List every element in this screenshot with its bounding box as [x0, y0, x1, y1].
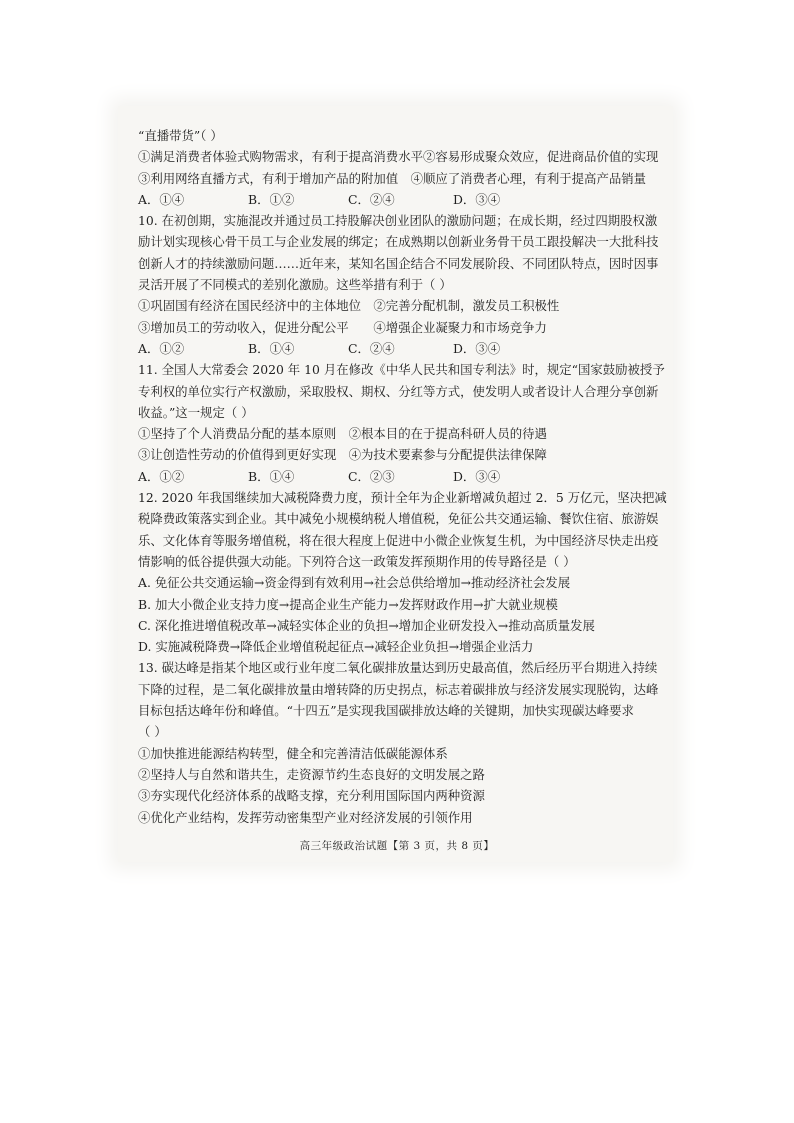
- question-12-choice-d: D. 实施减税降费→降低企业增值税起征点→减轻企业负担→增强企业活力: [138, 639, 534, 655]
- option-d: D．③④: [453, 340, 501, 356]
- option-a: A．①④: [138, 191, 185, 207]
- question-13-statement-3: ③夯实现代化经济体系的战略支撑，充分利用国际国内两种资源: [138, 788, 485, 804]
- question-11: [138, 360, 666, 488]
- option-c: C．②④: [348, 191, 395, 207]
- question-11-line-3: 收益。”这一规定（ ）: [138, 404, 254, 420]
- question-13-line-4: （ ）: [138, 724, 167, 740]
- question-9-tail: [138, 126, 666, 211]
- question-9-options: [138, 190, 666, 211]
- question-10-line-4: 灵活开展了不同模式的差别化激励。这些举措有利于（ ）: [138, 277, 452, 293]
- question-11-options: [138, 467, 666, 488]
- question-13-line-1: 13. 碳达峰是指某个地区或行业年度二氧化碳排放量达到历史最高值，然后经历平台期进入持续: [138, 660, 658, 676]
- question-13-statement-1: ①加快推进能源结构转型，健全和完善清洁低碳能源体系: [138, 745, 448, 761]
- question-13: [138, 658, 666, 828]
- question-10-statement-3-4: ③增加员工的劳动收入，促进分配公平 ④增强企业凝聚力和市场竞争力: [138, 319, 547, 335]
- question-13-statement-2: ②坚持人与自然和谐共生，走资源节约生态良好的文明发展之路: [138, 766, 485, 782]
- question-10: [138, 211, 666, 360]
- question-10-line-2: 励计划实现核心骨干员工与企业发展的绑定；在成熟期以创新业务骨干员工跟投解决一大批科技: [138, 234, 659, 250]
- option-d: D．③④: [453, 191, 501, 207]
- question-12-line-4: 情影响的低谷提供强大动能。下列符合这一政策发挥预期作用的传导路径是（ ）: [138, 553, 576, 569]
- question-9-statement-3-4: ③利用网络直播方式，有利于增加产品的附加值 ④顺应了消费者心理，有利于提高产品销量: [138, 170, 647, 186]
- question-12-choice-a: A. 免征公共交通运输→资金得到有效利用→社会总供给增加→推动经济社会发展: [138, 575, 571, 591]
- option-c: C．②④: [348, 340, 395, 356]
- question-11-line-1: 11. 全国人大常委会 2020 年 10 月在修改《中华人民共和国专利法》时，规定“国家鼓励被授予: [138, 362, 665, 378]
- question-11-line-2: 专利权的单位实行产权激励，采取股权、期权、分红等方式，使发明人或者设计人合理分享创新: [138, 383, 659, 399]
- option-b: B．①④: [248, 340, 295, 356]
- option-d: D．③④: [453, 468, 501, 484]
- question-10-line-3: 创新人才的持续激励问题……近年来，某知名国企结合不同发展阶段、不同团队特点，因时因事: [138, 255, 659, 271]
- question-12-choice-b: B. 加大小微企业支持力度→提高企业生产能力→发挥财政作用→扩大就业规模: [138, 596, 558, 612]
- question-11-statement-3-4: ③让创造性劳动的价值得到更好实现 ④为技术要素参与分配提供法律保障: [138, 447, 547, 463]
- question-9-statement-1-2: ①满足消费者体验式购物需求，有利于提高消费水平②容易形成聚众效应，促进商品价值的实现: [138, 149, 659, 165]
- question-13-line-3: 目标包括达峰年份和峰值。“十四五”是实现我国碳排放达峰的关键期，加快实现碳达峰要求: [138, 703, 634, 719]
- page-footer: 高三年级政治试题【第 3 页，共 8 页】: [299, 840, 495, 852]
- question-12: [138, 488, 666, 658]
- question-10-line-1: 10. 在初创期，实施混改并通过员工持股解决创业团队的激励问题；在成长期，经过四期股权激: [138, 213, 658, 229]
- question-12-line-3: 乐、文化体育等服务增值税，将在很大程度上促进中小微企业恢复生机，为中国经济尽快走出疫: [138, 532, 659, 548]
- question-13-line-2: 下降的过程，是二氧化碳排放量由增转降的历史拐点，标志着碳排放与经济发展实现脱钩，达峰: [138, 681, 659, 697]
- question-13-statement-4: ④优化产业结构，发挥劳动密集型产业对经济发展的引领作用: [138, 809, 473, 825]
- option-a: A．①②: [138, 340, 185, 356]
- question-10-options: [138, 339, 666, 360]
- option-b: B．①④: [248, 468, 295, 484]
- exam-content: [138, 126, 666, 829]
- option-b: B．①②: [248, 191, 295, 207]
- option-c: C．②③: [348, 468, 395, 484]
- question-12-choice-c: C. 深化推进增值税改革→减轻实体企业的负担→增加企业研发投入→推动高质量发展: [138, 617, 595, 633]
- question-10-statement-1-2: ①巩固国有经济在国民经济中的主体地位 ②完善分配机制，激发员工积极性: [138, 298, 560, 314]
- question-9-stem-end: “直播带货”（ ）: [138, 128, 223, 143]
- question-12-line-1: 12. 2020 年我国继续加大减税降费力度，预计全年为企业新增减负超过 2．5 万亿元，坚决把减: [138, 490, 667, 506]
- option-a: A．①②: [138, 468, 185, 484]
- question-12-line-2: 税降费政策落实到企业。其中减免小规模纳税人增值税，免征公共交通运输、餐饮住宿、旅游娱: [138, 511, 659, 527]
- question-11-statement-1-2: ①坚持了个人消费品分配的基本原则 ②根本目的在于提高科研人员的待遇: [138, 426, 547, 442]
